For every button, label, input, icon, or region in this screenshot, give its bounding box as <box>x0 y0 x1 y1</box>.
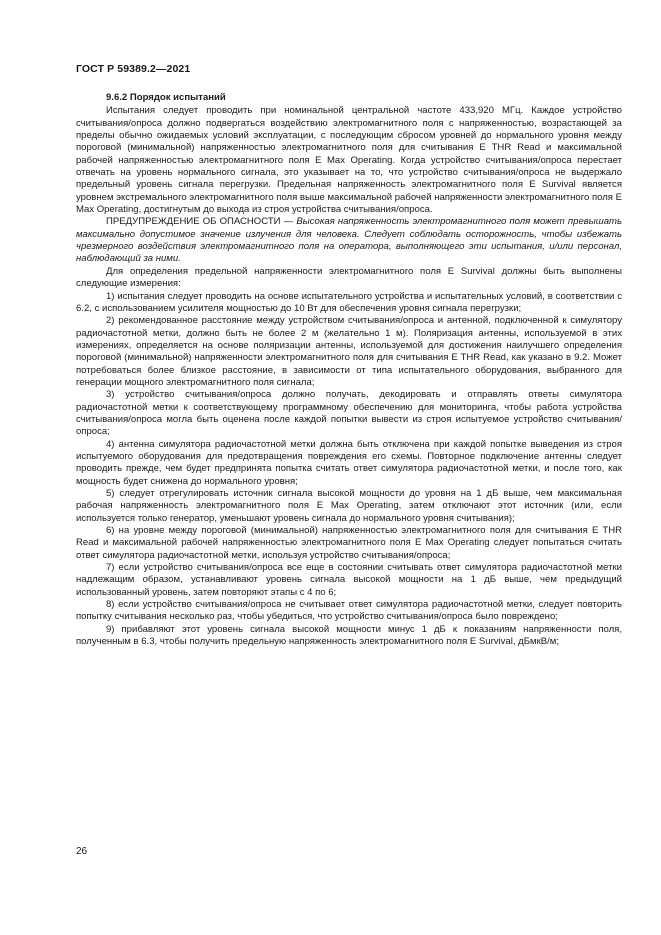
section-heading: 9.6.2 Порядок испытаний <box>106 92 226 103</box>
standard-header: ГОСТ Р 59389.2—2021 <box>76 63 191 75</box>
list-item-9: 9) прибавляют этот уровень сигнала высокой мощности минус 1 дБ к показаниям напряженности поля, полученным в 6.3, чтобы получить предельную напряженность электромагнитного поля E Survival, дБмкВ/м; <box>76 623 622 648</box>
list-item-7: 7) если устройство считывания/опроса все еще в состоянии считывать ответ симулятора радиочастотной метки надлежащим образом, устанавливают уровень сигнала высокой мощности на 1 дБ выше, чем предыдущий использованный уровень, затем повторяют этапы с 4 по 6; <box>76 562 622 598</box>
warning-text: Высокая напряженность электромагнитного поля может превышать максимально допустимое значение излучения для человека. Следует соблюдать осторожность, чтобы избежать чрезмерного воздействия электромагнитного поля на оператора, выполняющего эти испытания, и/или персонал, наблюдающий за ними. <box>76 216 622 265</box>
danger-warning <box>76 216 622 265</box>
measurement-intro: Для определения предельной напряженности электромагнитного поля E Survival должны быть выполнены следующие измерения: <box>76 265 622 290</box>
document-body <box>76 92 622 648</box>
paragraph-procedure: Испытания следует проводить при номинальной центральной частоте 433,920 МГц. Каждое устройство считывания/опроса должно подвергаться воздействию электромагнитного поля с напряженностью, возрастающей за пределы обычно ожидаемых условий эксплуатации, с последующим сбросом уровней до нормального уровня между пороговой (минимальной) напряженностью электромагнитного поля для считывания E THR Read и максимальной рабочей напряженностью электромагнитного поля E Max Operating. Когда устройство считывания/опроса перестает отвечать на уровень нормального сигнала, это указывает на то, что устройство считывания/опроса не выдержало предельный уровень сигнала перегрузки. Предельная напряженность электромагнитного поля E Survival является уровнем экстремального электромагнитного поля выше максимальной рабочей напряженности электромагнитного поля E Max Operating, достигнутым до выхода из строя устройства считывания/опроса. <box>76 105 622 216</box>
list-item-3: 3) устройство считывания/опроса должно получать, декодировать и отправлять ответы симулятора радиочастотной метки к соответствующему программному обеспечению для мониторинга, чтобы работа устройства считывания/опроса могла быть оценена после каждой попытки вывести из строя испытуемое устройство считывания/опроса; <box>76 389 622 438</box>
warning-lead: ПРЕДУПРЕЖДЕНИЕ ОБ ОПАСНОСТИ — <box>106 216 297 228</box>
list-item-6: 6) на уровне между пороговой (минимальной) напряженностью электромагнитного поля для считывания E THR Read и максимальной рабочей напряженностью электромагнитного поля E Max Operating следует попытаться считать ответ симулятора радиочастотной метки, используя устройство считывания/опроса; <box>76 525 622 561</box>
list-item-4: 4) антенна симулятора радиочастотной метки должна быть отключена при каждой попытке выведения из строя испытуемого оборудования для предотвращения повреждения его схемы. Повторное подключение антенны следует проводить прежде, чем будет предпринята попытка считать ответ симулятора радиочастотной метки, и после того, как мощность будет снижена до нормального уровня; <box>76 438 622 487</box>
list-item-2: 2) рекомендованное расстояние между устройством считывания/опроса и антенной, подключенной к симулятору радиочастотной метки, должно быть не более 2 м (желательно 1 м). Поляризация антенны, используемой в этих измерениях, определяется на основе поляризации антенны, используемой для достижения наилучшего определения пороговой (минимальной) напряженности электромагнитного поля для считывания E THR Read, как указано в 9.2. Может потребоваться более близкое расстояние, в зависимости от типа испытательного оборудования, выбранного для генерации мощного электромагнитного поля сигнала; <box>76 315 622 388</box>
list-item-1: 1) испытания следует проводить на основе испытательного устройства и испытательных условий, в соответствии с 6.2, с использованием усилителя мощностью до 10 Вт для обеспечения уровня сигнала перегрузки; <box>76 290 622 314</box>
page-number: 26 <box>76 846 88 857</box>
list-item-5: 5) следует отрегулировать источник сигнала высокой мощности до уровня на 1 дБ выше, чем максимальная рабочая напряженность электромагнитного поля E Max Operating, затем отключают этот источник (или, если используется только генератор, уменьшают уровень сигнала до нормального уровня считывания); <box>76 488 622 524</box>
list-item-8: 8) если устройство считывания/опроса не считывает ответ симулятора радиочастотной метки, следует повторить попытку считывания несколько раз, чтобы убедиться, что устройство считывания/опроса было повреждено; <box>76 599 622 623</box>
